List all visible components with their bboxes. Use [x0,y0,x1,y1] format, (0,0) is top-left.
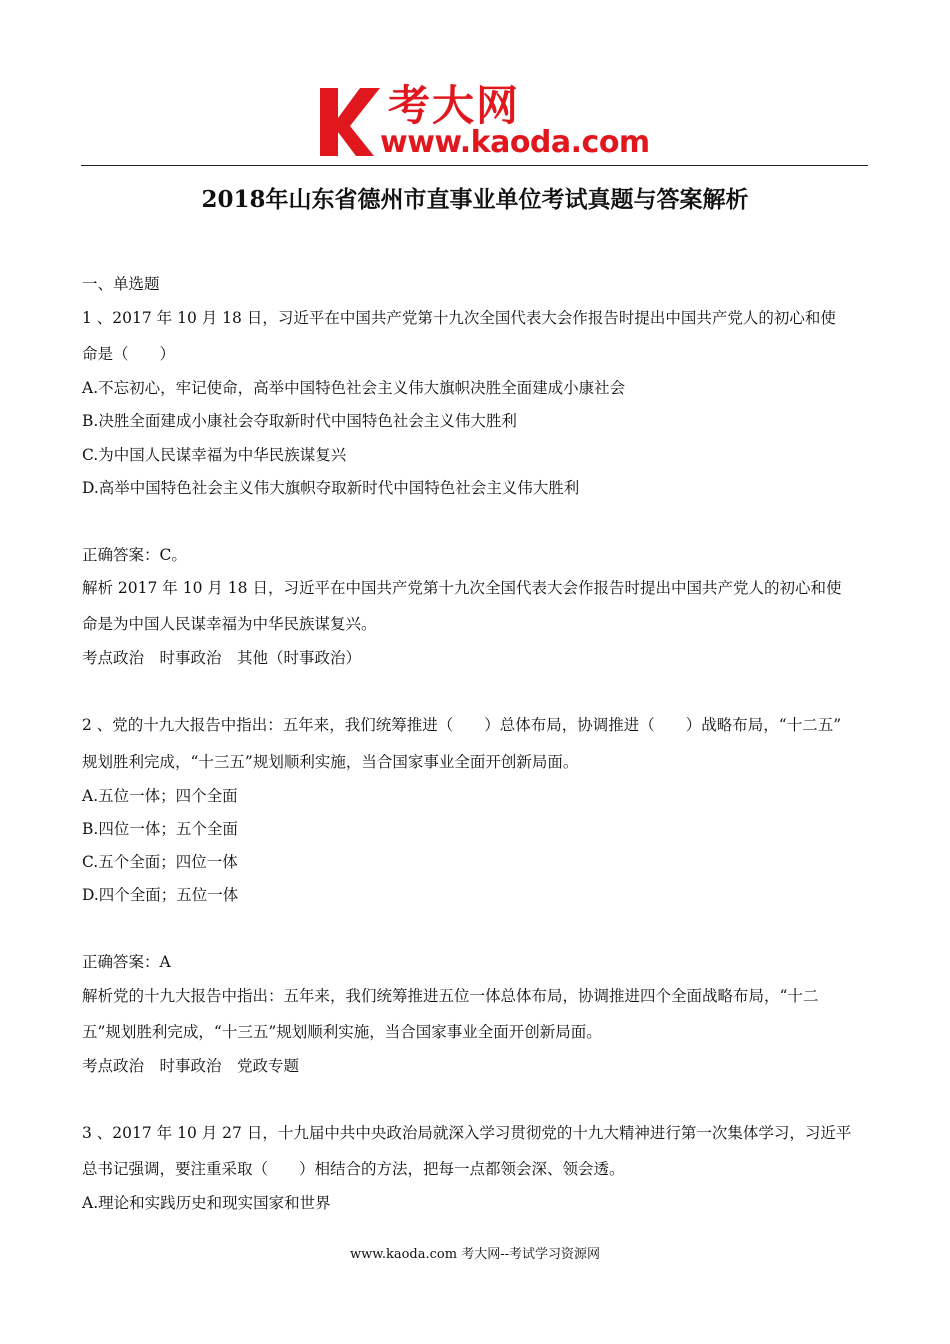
logo-name: 考大网 [388,81,521,130]
page-footer: www.kaoda.com 考大网--考试学习资源网 [350,1247,600,1262]
question-2-tags: 考点政治 时事政治 党政专题 [82,1057,300,1075]
question-3-stem-line-1: 3 、2017 年 10 月 27 日，十九届中共中央政治局就深入学习贯彻党的十九大精神进行第一次集体学习，习近平 [82,1124,852,1142]
question-2-answer: 正确答案：A [82,953,171,971]
question-1-analysis-line-1: 解析 2017 年 10 月 18 日，习近平在中国共产党第十九次全国代表大会作报告时提出中国共产党人的初心和使 [82,579,842,597]
question-1-stem-line-1: 1 、2017 年 10 月 18 日，习近平在中国共产党第十九次全国代表大会作报告时提出中国共产党人的初心和使 [82,309,836,327]
question-1-option-b: B.决胜全面建成小康社会夺取新时代中国特色社会主义伟大胜利 [82,412,517,430]
question-1-tags: 考点政治 时事政治 其他（时事政治） [82,649,362,667]
question-2-stem-line-1: 2 、党的十九大报告中指出：五年来，我们统筹推进（ ）总体布局，协调推进（ ）战略布局，“十二五” [82,716,842,734]
question-3-option-a: A.理论和实践历史和现实国家和世界 [82,1194,331,1212]
question-1-option-a: A.不忘初心，牢记使命，高举中国特色社会主义伟大旗帜决胜全面建成小康社会 [82,379,626,397]
question-2-option-c: C.五个全面；四位一体 [82,853,238,871]
question-1-stem-line-2: 命是（ ） [82,345,176,363]
question-2-option-b: B.四位一体；五个全面 [82,820,238,838]
question-2-option-d: D.四个全面；五位一体 [82,886,239,904]
question-2-analysis-line-1: 解析党的十九大报告中指出：五年来，我们统筹推进五位一体总体布局，协调推进四个全面战略布局，“十二 [82,987,819,1005]
question-2-option-a: A.五位一体；四个全面 [82,787,238,805]
question-2-stem-line-2: 规划胜利完成，“十三五”规划顺利实施，当合国家事业全面开创新局面。 [82,753,579,771]
header-divider [81,165,868,166]
question-3-stem-line-2: 总书记强调，要注重采取（ ）相结合的方法，把每一点都领会深、领会透。 [82,1160,625,1178]
logo-url: www.kaoda.com [380,125,650,160]
section-heading: 一、单选题 [82,275,160,293]
question-1-option-d: D.高举中国特色社会主义伟大旗帜夺取新时代中国特色社会主义伟大胜利 [82,479,580,497]
question-2-analysis-line-2: 五”规划胜利完成，“十三五”规划顺利实施，当合国家事业全面开创新局面。 [82,1023,602,1041]
document-title: 2018年山东省德州市直事业单位考试真题与答案解析 [201,186,749,213]
site-logo [316,81,650,160]
question-1-option-c: C.为中国人民谋幸福为中华民族谋复兴 [82,446,347,464]
question-1-answer: 正确答案：C。 [82,546,187,564]
question-1-analysis-line-2: 命是为中国人民谋幸福为中华民族谋复兴。 [82,615,377,633]
